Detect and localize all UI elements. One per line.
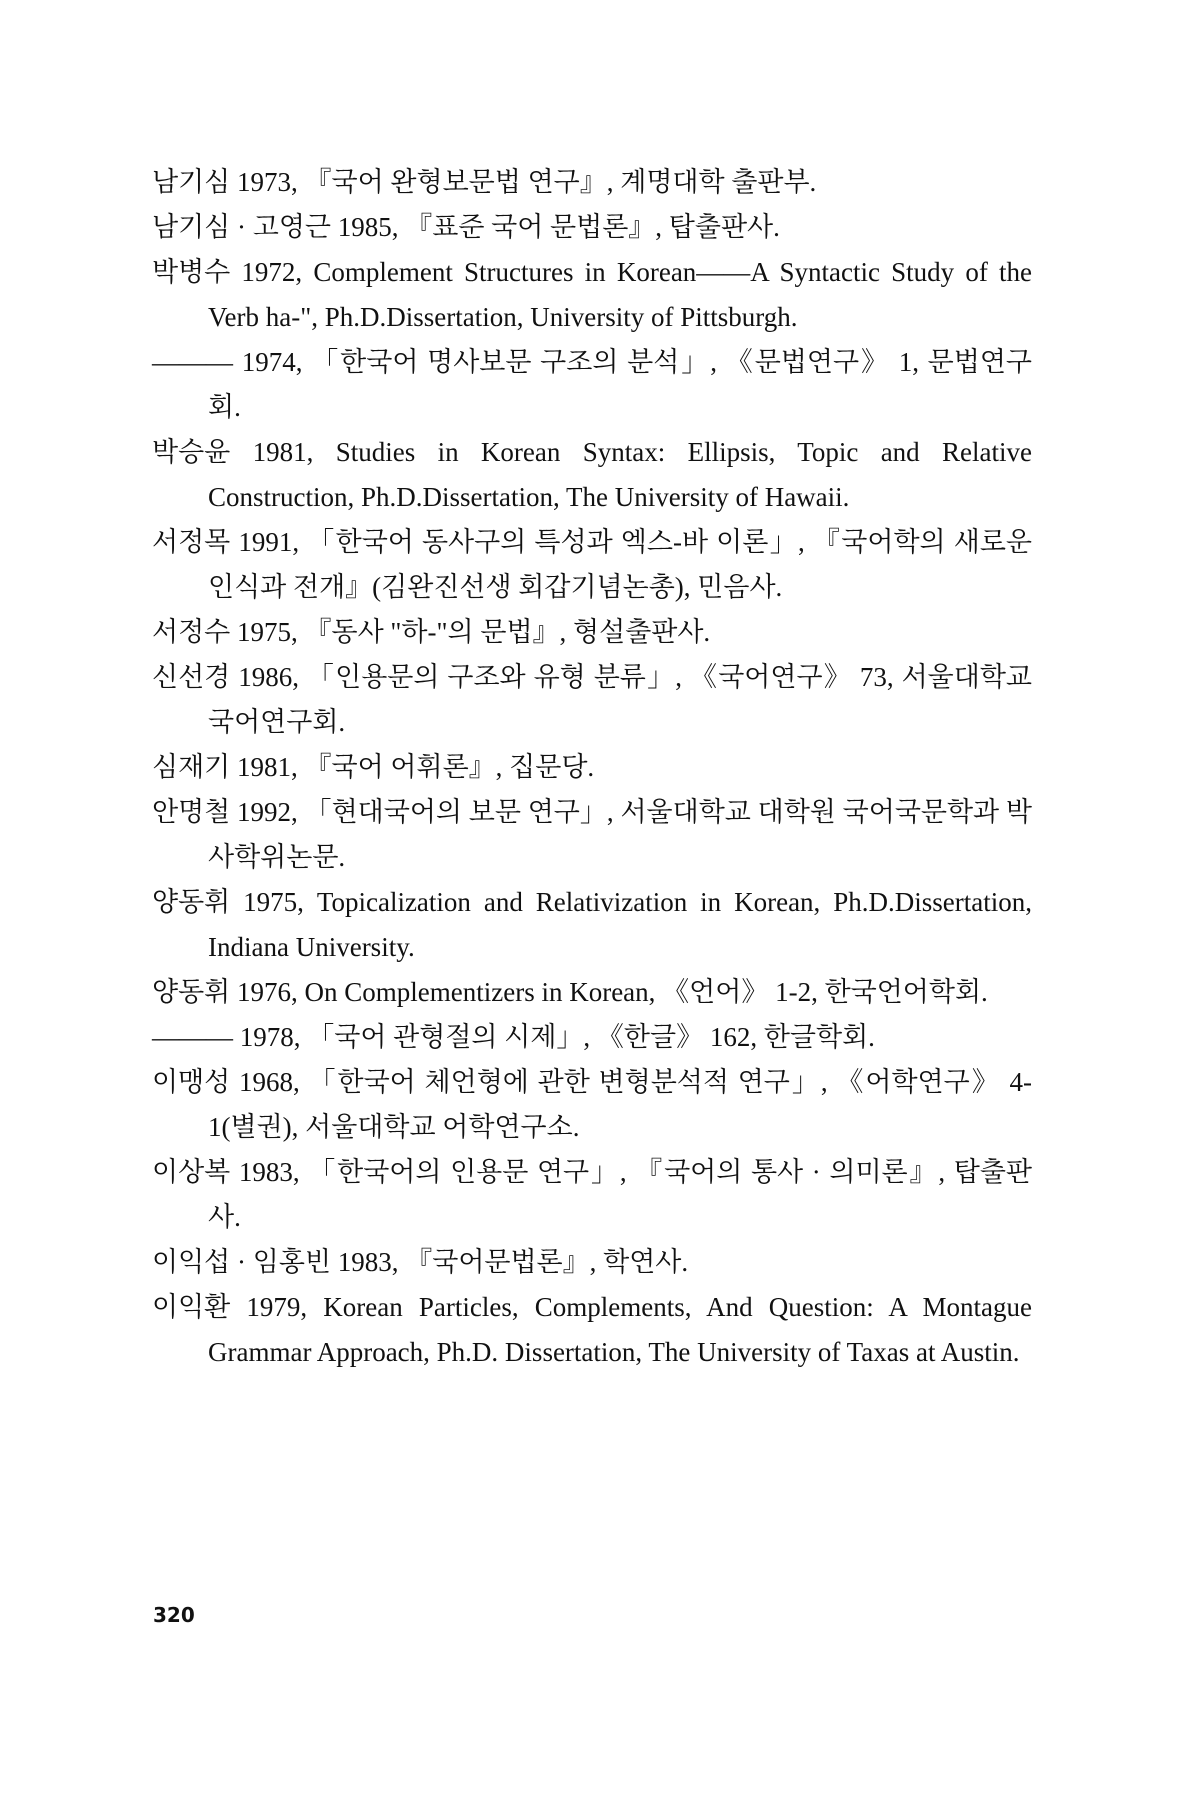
bib-author-dash: ——— bbox=[152, 347, 233, 377]
bib-text: 1978, 「국어 관형절의 시제」, 《한글》 162, 한글학회. bbox=[233, 1022, 875, 1052]
bib-entry bbox=[152, 1150, 1032, 1240]
bib-text: 1983, 『국어문법론』, 학연사. bbox=[330, 1247, 689, 1277]
bib-entry bbox=[152, 745, 1032, 790]
bib-text: 1981, Studies in Korean Syntax: Ellipsis, Topic and Relative Construction, Ph.D.Dissertation, The University of Hawaii. bbox=[208, 437, 1032, 512]
bib-entry bbox=[152, 340, 1032, 430]
bib-entry bbox=[152, 1060, 1032, 1150]
bib-author: 안명철 bbox=[152, 797, 231, 827]
bib-author: 박승윤 bbox=[152, 437, 231, 467]
bib-author: 박병수 bbox=[152, 257, 231, 287]
bib-text: 1981, 『국어 어휘론』, 집문당. bbox=[230, 752, 595, 782]
bib-entry bbox=[152, 205, 1032, 250]
bib-author: 서정수 bbox=[152, 617, 231, 647]
bib-text: 1975, 『동사 "하-"의 문법』, 형설출판사. bbox=[230, 617, 711, 647]
bib-text: 1991, 「한국어 동사구의 특성과 엑스-바 이론」, 『국어학의 새로운 인식과 전개』(김완진선생 회갑기념논총), 민음사. bbox=[208, 527, 1032, 602]
bib-entry bbox=[152, 430, 1032, 520]
bib-text: 1986, 「인용문의 구조와 유형 분류」, 《국어연구》 73, 서울대학교 국어연구회. bbox=[208, 662, 1032, 737]
bib-text: 1968, 「한국어 체언형에 관한 변형분석적 연구」, 《어학연구》 4-1(별권), 서울대학교 어학연구소. bbox=[208, 1067, 1032, 1142]
bib-author: 양동휘 bbox=[152, 977, 231, 1007]
bib-entry bbox=[152, 655, 1032, 745]
bib-text: 1972, Complement Structures in Korean——A Syntactic Study of the Verb ha-", Ph.D.Dissertation, University of Pittsburgh. bbox=[208, 257, 1032, 332]
bib-author: 신선경 bbox=[152, 662, 231, 692]
bib-text: 1975, Topicalization and Relativization in Korean, Ph.D.Dissertation, Indiana University. bbox=[208, 887, 1032, 962]
bib-entry bbox=[152, 610, 1032, 655]
bib-text: 1973, 『국어 완형보문법 연구』, 계명대학 출판부. bbox=[230, 167, 817, 197]
bibliography-list bbox=[152, 160, 1032, 1375]
bib-text: 1985, 『표준 국어 문법론』, 탑출판사. bbox=[330, 212, 780, 242]
bib-text: 1983, 「한국어의 인용문 연구」, 『국어의 통사 · 의미론』, 탑출판사. bbox=[208, 1157, 1032, 1232]
bib-entry bbox=[152, 250, 1032, 340]
bib-entry bbox=[152, 880, 1032, 970]
bib-author: 이익섭 · 임홍빈 bbox=[152, 1247, 331, 1277]
bib-author-dash: ——— bbox=[152, 1022, 233, 1052]
bib-entry bbox=[152, 1015, 1032, 1060]
bib-entry bbox=[152, 520, 1032, 610]
bib-author: 심재기 bbox=[152, 752, 231, 782]
bib-entry bbox=[152, 1285, 1032, 1375]
bib-author: 이상복 bbox=[152, 1157, 231, 1187]
bib-text: 1974, 「한국어 명사보문 구조의 분석」, 《문법연구》 1, 문법연구회. bbox=[208, 347, 1032, 422]
bib-entry bbox=[152, 160, 1032, 205]
bib-entry bbox=[152, 970, 1032, 1015]
bib-author: 남기심 · 고영근 bbox=[152, 212, 331, 242]
bib-author: 이익환 bbox=[152, 1292, 231, 1322]
bib-author: 남기심 bbox=[152, 167, 231, 197]
bib-author: 양동휘 bbox=[152, 887, 231, 917]
bib-text: 1976, On Complementizers in Korean, 《언어》 1-2, 한국언어학회. bbox=[230, 977, 988, 1007]
bib-entry bbox=[152, 1240, 1032, 1285]
bib-author: 이맹성 bbox=[152, 1067, 231, 1097]
page-number: 320 bbox=[153, 1603, 195, 1627]
bib-text: 1992, 「현대국어의 보문 연구」, 서울대학교 대학원 국어국문학과 박사학위논문. bbox=[208, 797, 1032, 872]
bib-text: 1979, Korean Particles, Complements, And Question: A Montague Grammar Approach, Ph.D. Dissertation, The University of Taxas at Austin. bbox=[208, 1292, 1032, 1367]
bib-entry bbox=[152, 790, 1032, 880]
bib-author: 서정목 bbox=[152, 527, 231, 557]
